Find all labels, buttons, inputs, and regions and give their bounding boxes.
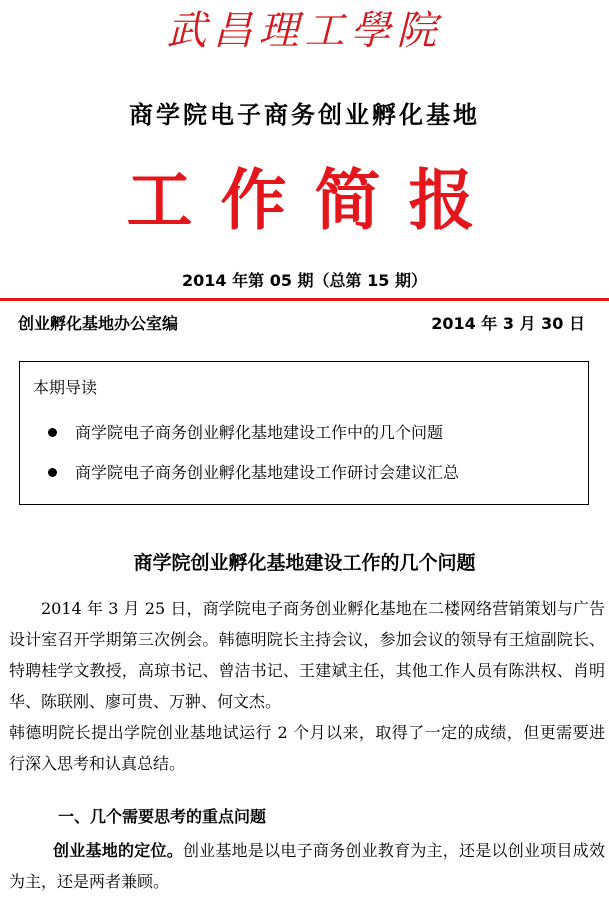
- article-paragraph: 2014 年 3 月 25 日，商学院电子商务创业孵化基地在二楼网络营销策划与广告设计室召开学期第三次例会。韩德明院长主持会议，参加会议的领导有王煊副院长、特聘桂学文教授，高琼书记、曾洁书记、王建斌主任，其他工作人员有陈洪权、肖明华、陈联刚、廖可贵、万翀、何文杰。: [9, 599, 605, 711]
- base-subtitle: 商学院电子商务创业孵化基地: [129, 101, 480, 129]
- editor-office: 创业孵化基地办公室编: [18, 314, 179, 333]
- article-paragraph: 韩德明院长提出学院创业基地试运行 2 个月以来，取得了一定的成绩，但更需要进行深入思考和认真总结。: [9, 723, 605, 773]
- guide-title: 本期导读: [33, 378, 98, 397]
- guide-item-text: 商学院电子商务创业孵化基地建设工作研讨会建议汇总: [75, 463, 460, 482]
- article-paragraph: [9, 835, 605, 897]
- guide-item-text: 商学院电子商务创业孵化基地建设工作中的几个问题: [75, 423, 444, 442]
- paragraph-body: 创业基地是以电子商务创业教育为主，还是以创业项目成效为主，还是两者兼顾。: [9, 841, 605, 891]
- publish-date: 2014 年 3 月 30 日: [431, 314, 585, 333]
- school-logo: 武昌理工學院: [166, 8, 443, 54]
- header-divider: [0, 298, 609, 301]
- section-heading: 一、几个需要思考的重点问题: [58, 807, 267, 826]
- paragraph-lead: 创业基地的定位。: [53, 841, 183, 860]
- bulletin-title: 工作简报: [126, 161, 503, 239]
- guide-item[interactable]: [48, 462, 459, 484]
- guide-item[interactable]: [48, 422, 443, 444]
- article-title: 商学院创业孵化基地建设工作的几个问题: [133, 552, 476, 574]
- bullet-icon: [48, 428, 57, 437]
- bullet-icon: [48, 468, 57, 477]
- issue-number: 2014 年第 05 期（总第 15 期）: [182, 271, 427, 290]
